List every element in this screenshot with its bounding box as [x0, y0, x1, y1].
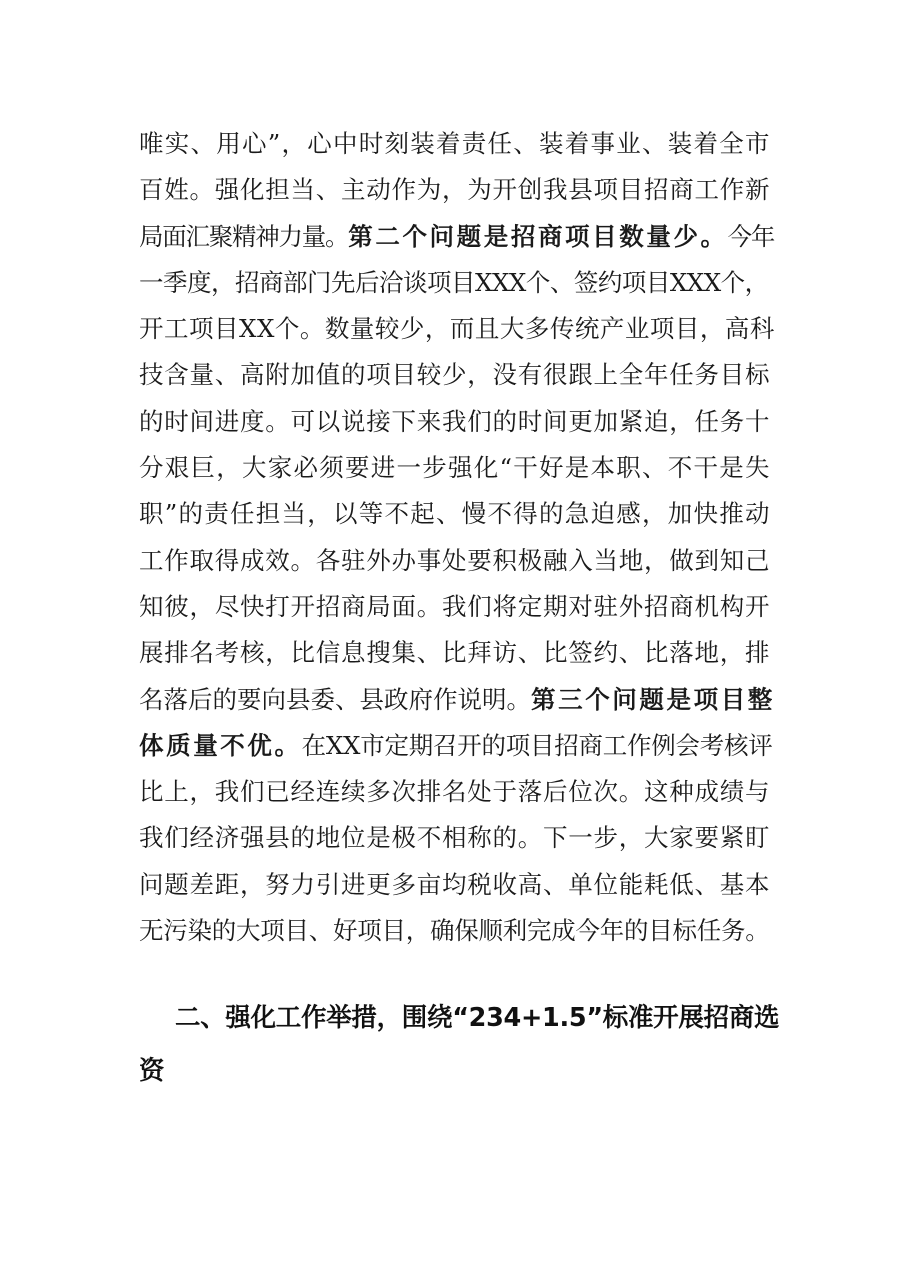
text-segment: 的时间进度。可以说接下来我们的时间更加紧迫，任务十 — [139, 406, 771, 436]
text-segment: 局面汇聚精神力量。 — [139, 221, 349, 251]
text-segment: 分艰巨，大家必须要进一步强化“干好是本职、不干是失 — [139, 453, 771, 483]
paragraph-line — [139, 769, 775, 815]
paragraph-line — [139, 584, 775, 630]
paragraph-line — [139, 352, 775, 398]
bold-emphasis-text: 体质量不优。 — [139, 730, 302, 760]
paragraph-line — [139, 121, 775, 167]
paragraph-line — [139, 908, 775, 954]
section-heading — [139, 992, 779, 1098]
paragraph-line — [139, 306, 775, 352]
text-segment: 比上，我们已经连续多次排名处于落后位次。这种成绩与 — [139, 777, 771, 807]
text-segment: 职”的责任担当，以等不起、慢不得的急迫感，加快推动 — [139, 499, 771, 529]
paragraph-line — [139, 260, 775, 306]
body-paragraph — [139, 121, 775, 954]
text-segment: 在XX市定期召开的项目招商工作例会考核评 — [301, 730, 773, 760]
text-segment: 展排名考核，比信息搜集、比拜访、比签约、比落地，排 — [139, 638, 771, 668]
text-segment: 工作取得成效。各驻外办事处要积极融入当地，做到知己 — [139, 545, 771, 575]
text-segment: 无污染的大项目、好项目，确保顺利完成今年的目标任务。 — [139, 916, 770, 946]
text-segment: 一季度，招商部门先后洽谈项目XXX个、签约项目XXX个， — [139, 267, 769, 297]
paragraph-line — [139, 815, 775, 861]
paragraph-line — [139, 399, 775, 445]
text-segment: 名落后的要向县委、县政府作说明。 — [139, 684, 531, 714]
section-heading-line-1: 二、强化工作举措，围绕“234+1.5”标准开展招商选 — [175, 1003, 780, 1033]
paragraph-line — [139, 862, 775, 908]
text-segment: 知彼，尽快打开招商局面。我们将定期对驻外招商机构开 — [139, 591, 771, 621]
paragraph-line — [139, 677, 775, 723]
text-segment: 开工项目XX个。数量较少，而且大多传统产业项目，高科 — [139, 314, 775, 344]
paragraph-line — [139, 723, 775, 769]
paragraph-line — [139, 214, 775, 260]
text-segment: 今年 — [727, 221, 775, 251]
text-segment: 问题差距，努力引进更多亩均税收高、单位能耗低、基本 — [139, 869, 771, 899]
paragraph-line — [139, 491, 775, 537]
section-heading-line-2: 资 — [139, 1056, 166, 1086]
paragraph-line — [139, 630, 775, 676]
paragraph-line — [139, 538, 775, 584]
bold-emphasis-text: 第三个问题是项目整 — [531, 684, 775, 714]
text-segment: 百姓。强化担当、主动作为，为开创我县项目招商工作新 — [139, 175, 771, 205]
paragraph-line — [139, 445, 775, 491]
text-segment: 技含量、高附加值的项目较少，没有很跟上全年任务目标 — [139, 360, 771, 390]
text-segment: 我们经济强县的地位是极不相称的。下一步，大家要紧盯 — [139, 823, 771, 853]
bold-emphasis-text: 第二个问题是招商项目数量少。 — [348, 221, 728, 251]
text-segment: 唯实、用心”，心中时刻装着责任、装着事业、装着全市 — [139, 129, 771, 158]
paragraph-line — [139, 167, 775, 213]
